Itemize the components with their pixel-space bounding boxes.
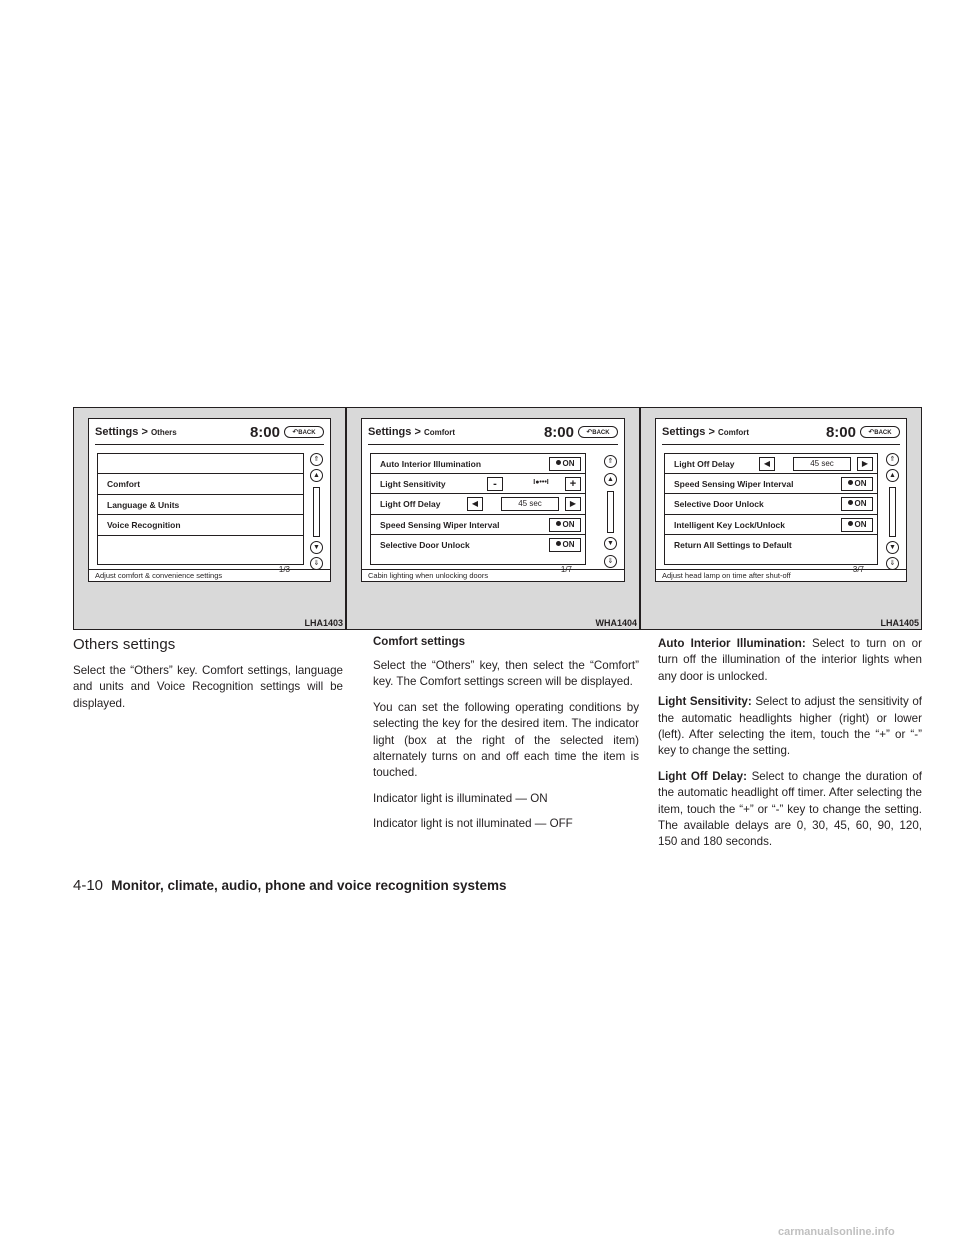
screen-title: Settings > Comfort bbox=[662, 426, 750, 438]
on-indicator: ON bbox=[841, 497, 873, 511]
list-item-speed-sensing-wiper[interactable]: Speed Sensing Wiper Interval ON bbox=[371, 515, 585, 535]
on-indicator: ON bbox=[549, 518, 581, 532]
figure-code: LHA1403 bbox=[304, 618, 343, 628]
list-item-light-off-delay[interactable]: Light Off Delay ◀ 45 sec ▶ bbox=[371, 494, 585, 514]
status-line: Cabin lighting when unlocking doors bbox=[362, 569, 624, 581]
back-arrow-icon: ↶ bbox=[292, 429, 299, 436]
list-item-return-default[interactable]: Return All Settings to Default bbox=[674, 539, 792, 550]
list-item-comfort[interactable]: Comfort bbox=[98, 474, 303, 494]
list-item[interactable] bbox=[98, 454, 303, 474]
back-arrow-icon: ↶ bbox=[868, 429, 875, 436]
term: Light Sensitivity: bbox=[658, 695, 752, 709]
back-arrow-icon: ↶ bbox=[586, 429, 593, 436]
clock: 8:00 bbox=[249, 424, 280, 441]
scroll-controls bbox=[886, 451, 900, 569]
list-item-speed-sensing-wiper[interactable]: Speed Sensing Wiper Interval ON bbox=[665, 474, 877, 494]
delay-value: 45 sec bbox=[793, 457, 851, 471]
paragraph: Select the “Others” key. Comfort settings, language and units and Voice Recognition settings will be displayed. bbox=[73, 664, 343, 710]
scroll-up-icon[interactable]: ▲ bbox=[310, 469, 323, 482]
status-line: Adjust comfort & convenience settings bbox=[89, 569, 330, 581]
page-number: 4-10 bbox=[73, 877, 104, 894]
list-item-light-off-delay[interactable]: Light Off Delay ◀ 45 sec ▶ bbox=[665, 454, 877, 474]
settings-list bbox=[97, 453, 304, 565]
figure-comfort-screen-1 bbox=[346, 407, 640, 630]
scrollbar[interactable] bbox=[607, 491, 614, 533]
list-item-language-units[interactable]: Language & Units bbox=[98, 495, 303, 515]
paragraph: Select the “Others” key, then select the “Comfort” key. The Comfort settings screen will be displayed. bbox=[373, 659, 639, 689]
back-button[interactable]: ↶BACK bbox=[860, 426, 900, 438]
scroll-down-icon[interactable]: ▼ bbox=[310, 541, 323, 554]
sensitivity-level: I●•••I bbox=[521, 477, 561, 491]
screen-title: Settings > Comfort bbox=[368, 426, 456, 438]
list-item-intelligent-key[interactable]: Intelligent Key Lock/Unlock ON bbox=[665, 515, 877, 535]
scrollbar[interactable] bbox=[889, 487, 896, 537]
term: Light Off Delay: bbox=[658, 769, 747, 783]
delay-value: 45 sec bbox=[501, 497, 559, 511]
column-3 bbox=[658, 636, 922, 860]
minus-button[interactable]: - bbox=[487, 477, 503, 491]
scrollbar[interactable] bbox=[313, 487, 320, 537]
paragraph: Indicator light is illuminated — ON bbox=[373, 791, 548, 805]
figure-others-screen bbox=[73, 407, 346, 630]
increase-arrow-icon[interactable]: ▶ bbox=[857, 457, 873, 471]
screen-display bbox=[88, 418, 331, 582]
column-1 bbox=[73, 636, 343, 721]
page-indicator: 1/3 bbox=[278, 565, 290, 574]
increase-arrow-icon[interactable]: ▶ bbox=[565, 497, 581, 511]
scroll-controls bbox=[604, 451, 618, 569]
paragraph bbox=[658, 769, 922, 851]
settings-list bbox=[664, 453, 878, 565]
paragraph bbox=[658, 694, 922, 760]
clock: 8:00 bbox=[825, 424, 856, 441]
scroll-bottom-icon[interactable]: ⇓ bbox=[310, 557, 323, 570]
paragraph: Indicator light is not illuminated — OFF bbox=[373, 817, 573, 831]
scroll-bottom-icon[interactable]: ⇓ bbox=[604, 555, 617, 568]
back-button[interactable]: ↶BACK bbox=[578, 426, 618, 438]
figure-code: LHA1405 bbox=[880, 618, 919, 628]
on-indicator: ON bbox=[549, 457, 581, 471]
watermark: carmanualsonline.info bbox=[778, 1226, 895, 1238]
list-item-voice-recognition[interactable]: Voice Recognition bbox=[98, 515, 303, 535]
settings-list bbox=[370, 453, 586, 565]
on-indicator: ON bbox=[841, 518, 873, 532]
scroll-controls bbox=[310, 451, 324, 569]
on-indicator: ON bbox=[549, 538, 581, 552]
scroll-up-icon[interactable]: ▲ bbox=[886, 469, 899, 482]
screen-display bbox=[361, 418, 625, 582]
screen-header bbox=[95, 423, 324, 445]
definition: Select to turn on or turn off the illumination of the interior lights when any door is unlocked. bbox=[658, 637, 922, 683]
screen-header bbox=[662, 423, 900, 445]
figure-comfort-screen-3 bbox=[640, 407, 922, 630]
screen-title: Settings > Others bbox=[95, 426, 177, 438]
scroll-top-icon[interactable]: ⇑ bbox=[310, 453, 323, 466]
column-2 bbox=[373, 636, 639, 842]
chapter-title: Monitor, climate, audio, phone and voice recognition systems bbox=[111, 878, 507, 893]
page-footer bbox=[73, 877, 507, 894]
screen-display bbox=[655, 418, 907, 582]
section-heading: Others settings bbox=[73, 636, 176, 653]
clock: 8:00 bbox=[543, 424, 574, 441]
scroll-down-icon[interactable]: ▼ bbox=[604, 537, 617, 550]
list-item[interactable] bbox=[98, 536, 303, 556]
screen-header bbox=[368, 423, 618, 445]
paragraph: You can set the following operating conditions by selecting the key for the desired item. The indicator light (box at the right of the selected item) alternately turns on and off each time the item is touched. bbox=[373, 700, 639, 780]
decrease-arrow-icon[interactable]: ◀ bbox=[467, 497, 483, 511]
list-item-selective-door-unlock[interactable]: Selective Door Unlock ON bbox=[665, 494, 877, 514]
section-heading: Comfort settings bbox=[373, 636, 465, 648]
scroll-down-icon[interactable]: ▼ bbox=[886, 541, 899, 554]
list-item-selective-door-unlock[interactable]: Selective Door Unlock ON bbox=[371, 535, 585, 555]
back-button[interactable]: ↶BACK bbox=[284, 426, 324, 438]
scroll-up-icon[interactable]: ▲ bbox=[604, 473, 617, 486]
on-indicator: ON bbox=[841, 477, 873, 491]
list-item-light-sensitivity[interactable]: Light Sensitivity - I●•••I + bbox=[371, 474, 585, 494]
plus-button[interactable]: + bbox=[565, 477, 581, 491]
paragraph bbox=[658, 636, 922, 685]
figure-code: WHA1404 bbox=[595, 618, 637, 628]
status-line: Adjust head lamp on time after shut-off bbox=[656, 569, 906, 581]
definition: Select to change the duration of the automatic headlight off timer. After selecting the item, touch the “+” or “-” key to change the setting. The available delays are 0, 30, 45, 60, 90, 120, 150 and 180 seconds. bbox=[658, 769, 922, 849]
term: Auto Interior Illumination: bbox=[658, 637, 806, 650]
scroll-top-icon[interactable]: ⇑ bbox=[886, 453, 899, 466]
definition: Select to adjust the sensitivity of the automatic headlights higher (right) or lower (left). After selecting the item, touch the “+” or “-” key to change the setting. bbox=[658, 695, 922, 758]
page-indicator: 1/7 bbox=[560, 565, 572, 574]
list-item-auto-interior-illumination[interactable]: Auto Interior Illumination ON bbox=[371, 454, 585, 474]
page-indicator: 3/7 bbox=[852, 565, 864, 574]
scroll-bottom-icon[interactable]: ⇓ bbox=[886, 557, 899, 570]
scroll-top-icon[interactable]: ⇑ bbox=[604, 455, 617, 468]
decrease-arrow-icon[interactable]: ◀ bbox=[759, 457, 775, 471]
